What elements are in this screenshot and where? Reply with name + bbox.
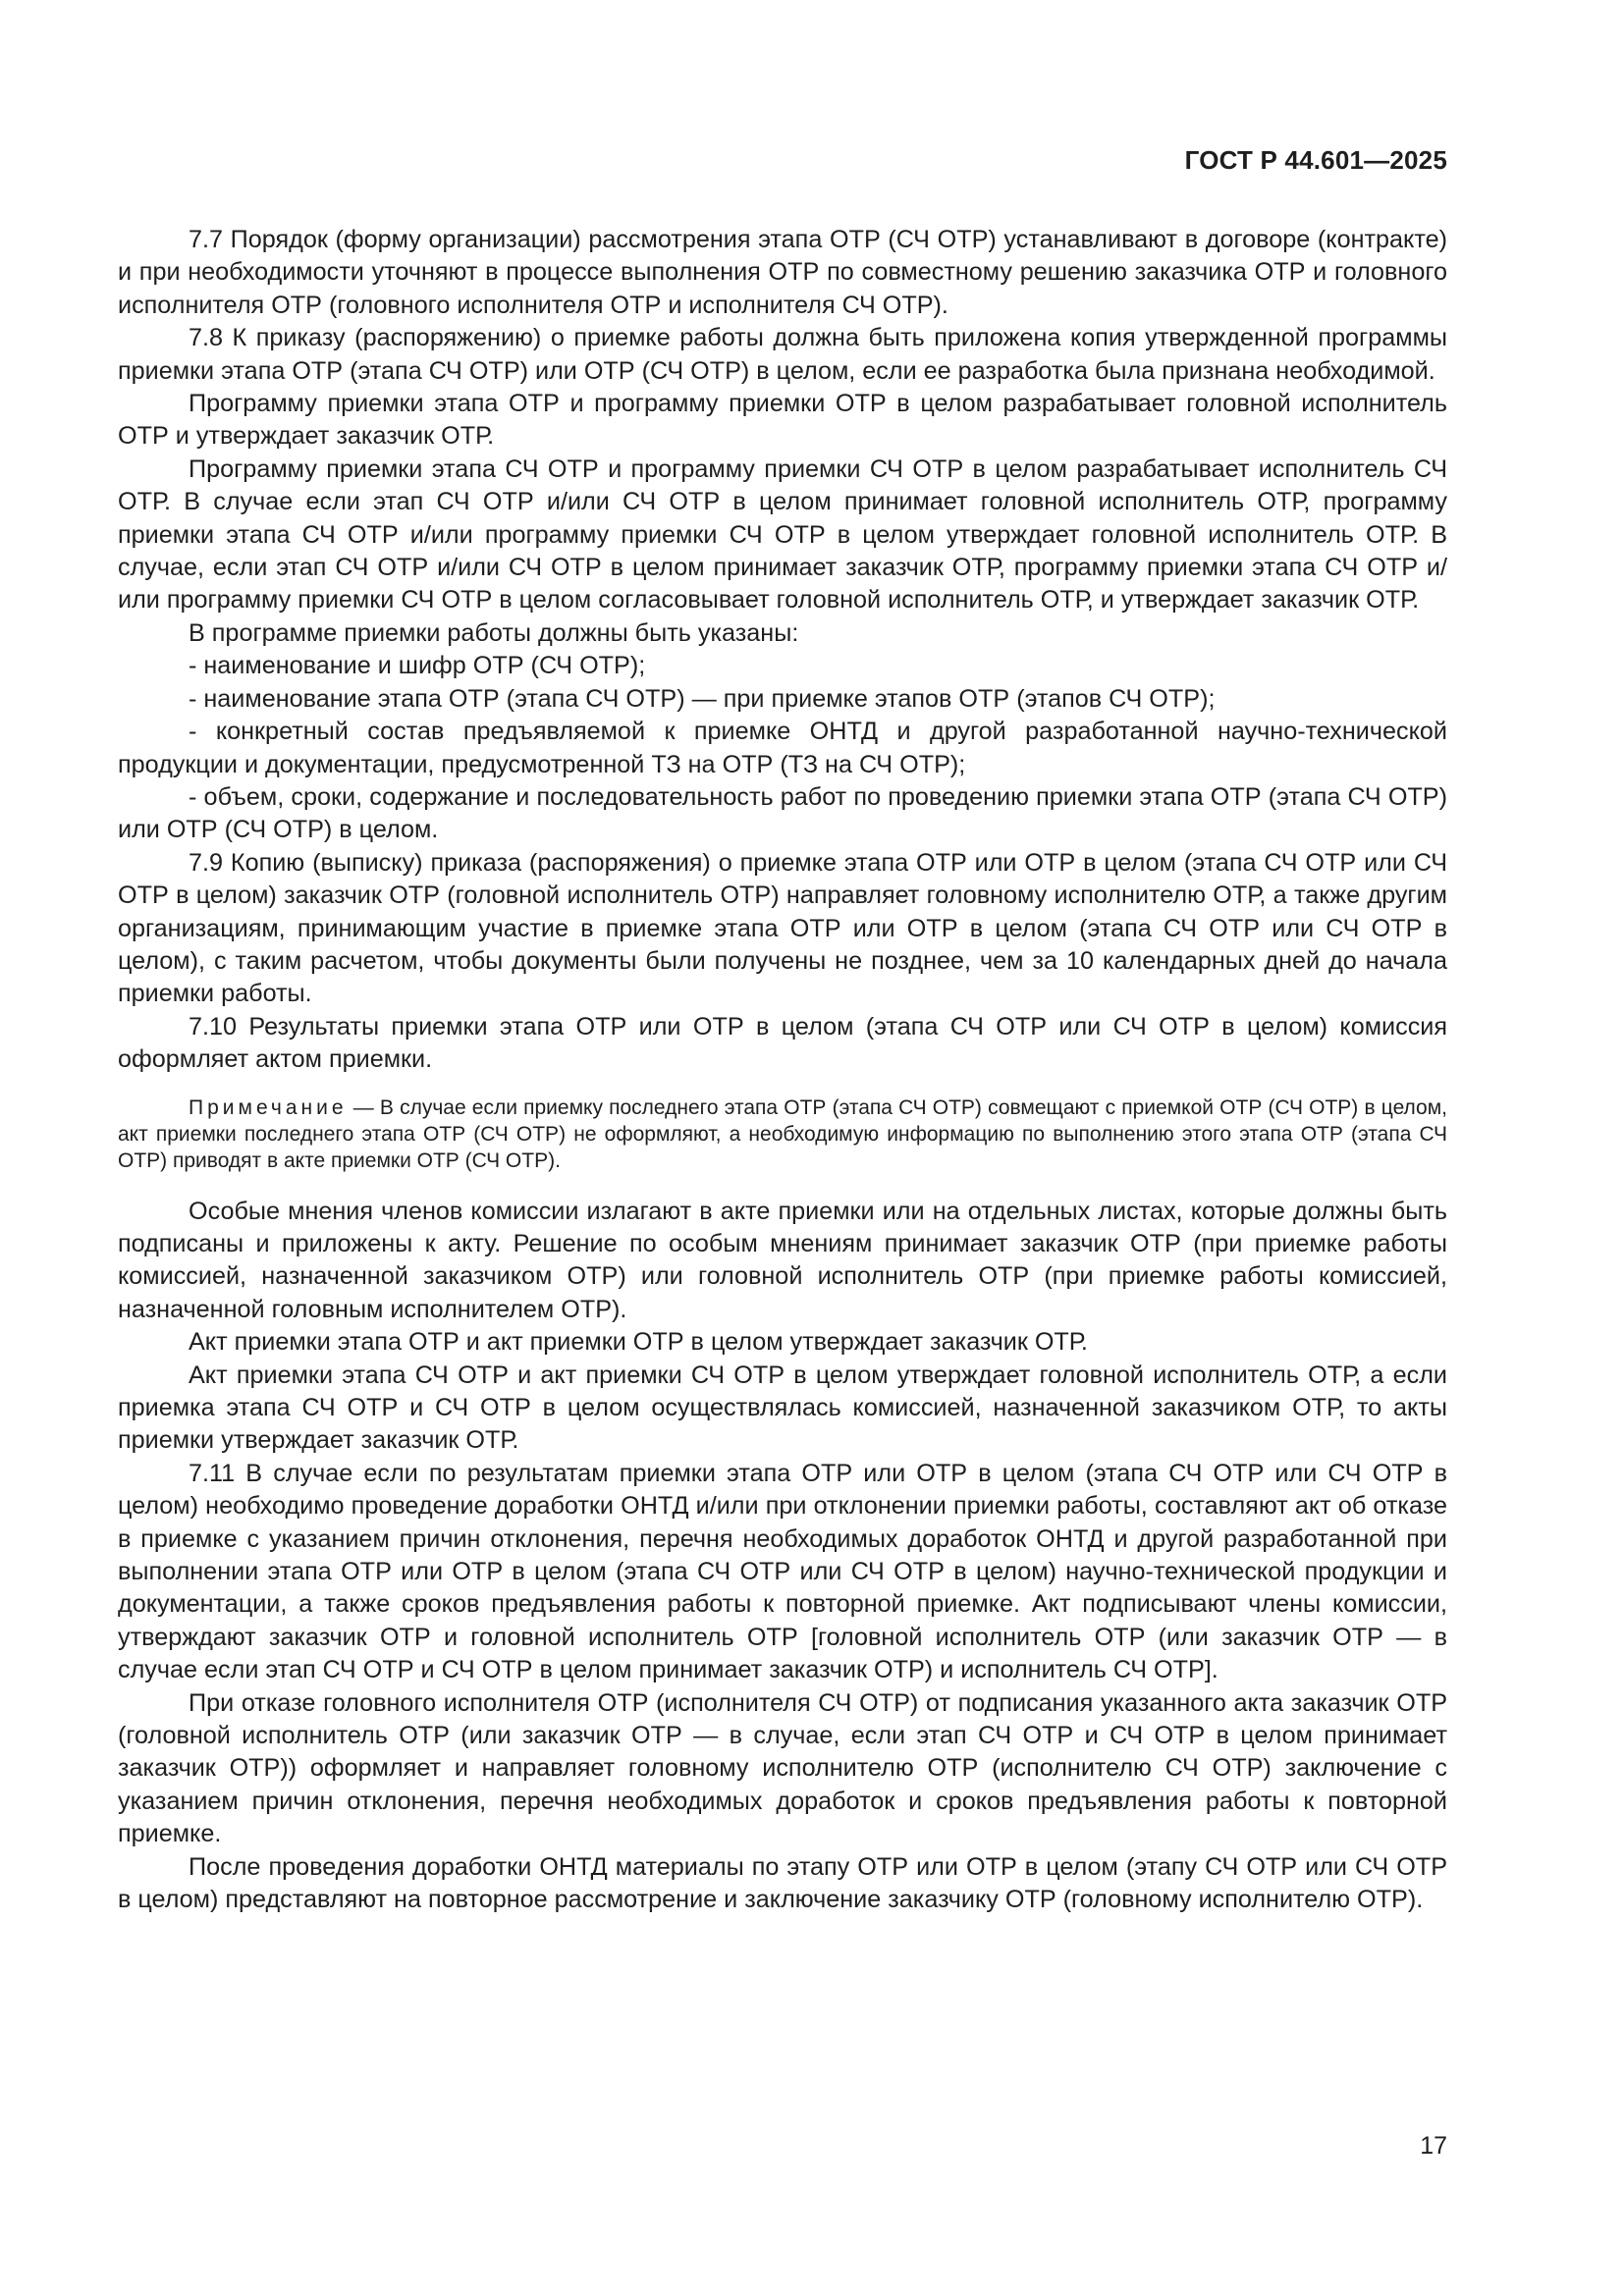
paragraph-act-otr-approval: Акт приемки этапа ОТР и акт приемки ОТР в целом утверждает заказчик ОТР. <box>189 1328 1088 1357</box>
paragraph-7-7: 7.7 Порядок (форму организации) рассмотрения этапа ОТР (СЧ ОТР) устанавливают в договоре (контракте) и при необходимости уточняют в процессе выполнения ОТР по совместному решению заказчика ОТР и головного исполнителя ОТР (головного исполнителя ОТР и исполнителя СЧ ОТР). <box>118 226 1447 319</box>
paragraph-refusal-signing: При отказе головного исполнителя ОТР (исполнителя СЧ ОТР) от подписания указанного акта заказчик ОТР (головной исполнитель ОТР (или заказчик ОТР — в случае, если этап СЧ ОТР и СЧ ОТР в целом принимает заказчик ОТР)) оформляет и направляет головному исполнителю ОТР (исполнителю СЧ ОТР) заключение с указанием причин отклонения, перечня необходимых доработок и сроков предъявления работы к повторной приемке. <box>118 1688 1447 1848</box>
paragraph-7-9: 7.9 Копию (выписку) приказа (распоряжения) о приемке этапа ОТР или ОТР в целом (этапа СЧ ОТР или СЧ ОТР в целом) заказчик ОТР (головной исполнитель ОТР) направляет головному исполнителю ОТР, а также другим организациям, принимающим участие в приемке этапа ОТР или ОТР в целом (этапа СЧ ОТР или СЧ ОТР в целом), с таким расчетом, чтобы документы были получены не позднее, чем за 10 календарных дней до начала приемки работы. <box>118 848 1447 1008</box>
note <box>118 1095 1447 1174</box>
list-item-stage-name: - наименование этапа ОТР (этапа СЧ ОТР) — при приемке этапов ОТР (этапов СЧ ОТР); <box>189 684 1216 713</box>
note-text: — В случае если приемку последнего этапа ОТР (этапа СЧ ОТР) совмещают с приемкой ОТР (СЧ ОТР) в целом, акт приемки последнего этапа ОТР (СЧ ОТР) не оформляют, а необходимую информацию по выполнению этого этапа ОТР (этапа СЧ ОТР) приводят в акте приемки ОТР (СЧ ОТР). <box>118 1095 1447 1172</box>
note-label: Примечание <box>189 1095 348 1119</box>
paragraph-act-sch-otr-approval: Акт приемки этапа СЧ ОТР и акт приемки СЧ ОТР в целом утверждает головной исполнитель ОТР, а если приемка этапа СЧ ОТР и СЧ ОТР в целом осуществлялась комиссией, назначенной заказчиком ОТР, то акты приемки утверждает заказчик ОТР. <box>118 1361 1447 1455</box>
list-item-composition: - конкретный состав предъявляемой к приемке ОНТД и другой разработанной научно-технической продукции и документации, предусмотренной ТЗ на ОТР (ТЗ на СЧ ОТР); <box>118 718 1447 778</box>
paragraph-program-contents-intro: В программе приемки работы должны быть указаны: <box>189 618 799 647</box>
list-item-scope-terms: - объем, сроки, содержание и последовательность работ по проведению приемки этапа ОТР (этапа СЧ ОТР) или ОТР (СЧ ОТР) в целом. <box>118 782 1447 844</box>
paragraph-rework: После проведения доработки ОНТД материалы по этапу ОТР или ОТР в целом (этапу СЧ ОТР или СЧ ОТР в целом) представляют на повторное рассмотрение и заключение заказчику ОТР (головному исполнителю ОТР). <box>118 1852 1447 1914</box>
paragraph-program-sch-otr: Программу приемки этапа СЧ ОТР и программу приемки СЧ ОТР в целом разрабатывает исполнитель СЧ ОТР. В случае если этап СЧ ОТР и/или СЧ ОТР в целом принимает головной исполнитель ОТР, программу приемки этапа СЧ ОТР и/или программу приемки СЧ ОТР в целом утверждает головной исполнитель ОТР. В случае, если этап СЧ ОТР и/или СЧ ОТР в целом принимает заказчик ОТР, программу приемки этапа СЧ ОТР и/или программу приемки СЧ ОТР в целом согласовывает головной исполнитель ОТР, и утверждает заказчик ОТР. <box>118 454 1447 614</box>
paragraph-7-11: 7.11 В случае если по результатам приемки этапа ОТР или ОТР в целом (этапа СЧ ОТР или СЧ ОТР в целом) необходимо проведение доработки ОНТД и/или при отклонении приемки работы, составляют акт об отказе в приемке с указанием причин отклонения, перечня необходимых доработок ОНТД и другой разработанной при выполнении этапа ОТР или ОТР в целом (этапа СЧ ОТР или СЧ ОТР в целом) научно-технической продукции и документации, а также сроков предъявления работы к повторной приемке. Акт подписывают члены комиссии, утверждают заказчик ОТР и головной исполнитель ОТР [головной исполнитель ОТР (или заказчик ОТР — в случае если этап СЧ ОТР и СЧ ОТР в целом принимает заказчик ОТР) и исполнитель СЧ ОТР]. <box>118 1459 1447 1684</box>
document-body <box>118 224 1447 1917</box>
paragraph-7-8: 7.8 К приказу (распоряжению) о приемке работы должна быть приложена копия утвержденной программы приемки этапа ОТР (этапа СЧ ОТР) или ОТР (СЧ ОТР) в целом, если ее разработка была признана необходимой. <box>118 324 1447 385</box>
paragraph-special-opinions: Особые мнения членов комиссии излагают в акте приемки или на отдельных листах, которые должны быть подписаны и приложены к акту. Решение по особым мнениям принимает заказчик ОТР (при приемке работы комиссией, назначенной заказчиком ОТР) или головной исполнитель ОТР (при приемке работы комиссией, назначенной головным исполнителем ОТР). <box>118 1197 1447 1323</box>
page-number: 17 <box>1420 2132 1447 2160</box>
paragraph-program-otr: Программу приемки этапа ОТР и программу приемки ОТР в целом разрабатывает головной исполнитель ОТР и утверждает заказчик ОТР. <box>118 390 1447 451</box>
list-item-name-code: - наименование и шифр ОТР (СЧ ОТР); <box>189 652 646 680</box>
document-standard-code: ГОСТ Р 44.601—2025 <box>1184 145 1447 175</box>
paragraph-7-10: 7.10 Результаты приемки этапа ОТР или ОТР в целом (этапа СЧ ОТР или СЧ ОТР в целом) комиссия оформляет актом приемки. <box>118 1012 1447 1074</box>
